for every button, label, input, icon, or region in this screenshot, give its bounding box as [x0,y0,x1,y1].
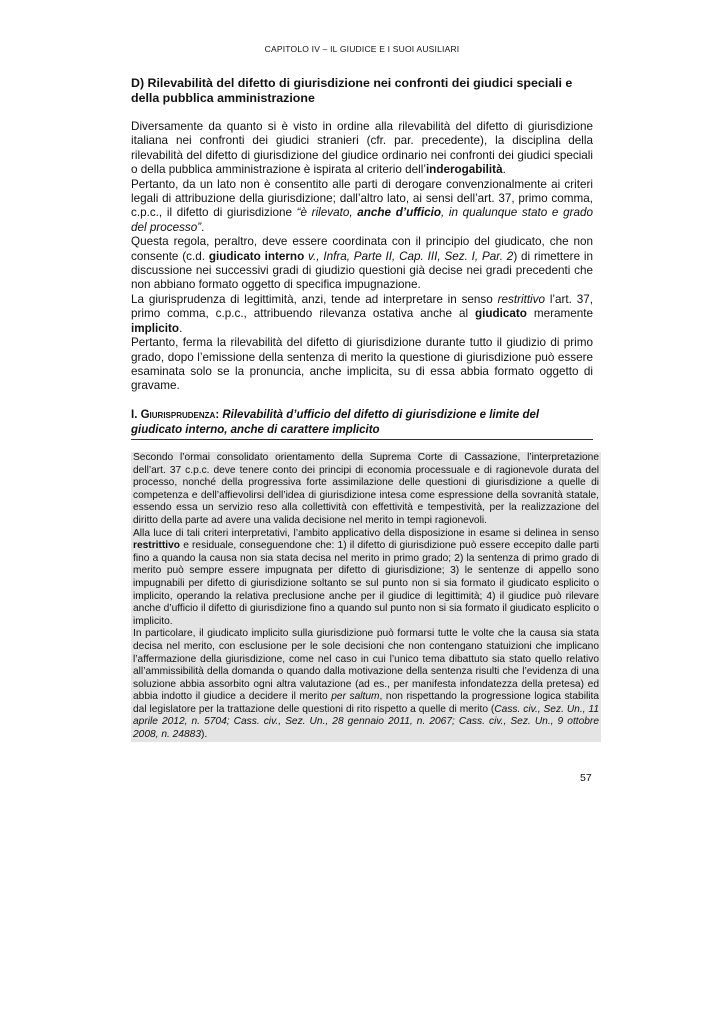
paragraph-3-text: Questa regola, peraltro, deve essere coordinata con il principio del giudicato, che non consente (c.d. [131,235,593,263]
paragraph-4-mid: l’art. 37, primo comma, c.p.c., attribuendo rilevanza ostativa anche al [131,292,593,321]
paragraph-4-text: La giurisprudenza di legittimità, anzi, tende ad interpretare in senso [131,292,498,306]
quote-start: “è rilevato, [296,206,358,220]
paragraph-4-mid-2: meramente [526,307,594,321]
box-paragraph-3-mid: , non rispettando la progressione logica stabilita dal legislatore per la trattazione delle questioni di rito rispetto a quelle di merito ( [133,691,600,715]
jurisprudence-subheading [131,408,593,440]
box-paragraph-3-end: ). [200,729,208,741]
paragraph-2-text: Pertanto, da un lato non è consentito alle parti di derogare convenzionalmente ai criteri legali di attribuzione della giurisdizione; dall’altro lato, ai sensi dell’art. 37, primo comma, c.p.c., il difetto di giurisdizione [131,177,593,220]
case-citations: Cass. civ., Sez. Un., 11 aprile 2012, n. 5704; Cass. civ., Sez. Un., 28 gennaio 2011, n. 2067; Cass. civ., Sez. Un., 9 ottobre 2008, n. 24883 [133,703,599,741]
cross-reference: v., Infra, Parte II, Cap. III, Sez. I, Par. 2 [304,249,514,263]
body-text [131,120,593,394]
giudicato-interno-term: giudicato interno [208,249,305,263]
anche-d-ufficio-term: anche d’ufficio [357,206,441,220]
subheading-title: Rilevabilità d’ufficio del difetto di giurisdizione e limite del giudicato interno, anche di carattere implicito [131,409,540,436]
subheading-colon: : [215,409,223,421]
paragraph-1 [131,120,593,178]
subheading-label: I. [131,409,141,421]
paragraph-2-end: . [201,220,205,234]
box-paragraph-3-text: In particolare, il giudicato implicito sulla giurisdizione può formarsi tutte le volte che la causa sia stata decisa nel merito, con esclusione per le sole decisioni che non contengano statuizioni che implicano l’affermazione della giurisdizione, come nel caso in cui l’unico tema dibattuto sia stato quello relativo all’ammissibilità della domanda o quando dalla motivazione della sentenza risulti che l’evidenza di una soluzione abbia assorbito ogni altra valutazione (ad es., per manifesta infondatezza della pretesa) ed abbia indotto il giudice a decidere il merito [133,628,599,703]
giudicato-term: giudicato [475,307,527,321]
paragraph-3 [131,235,593,293]
paragraph-1-text: Diversamente da quanto si è visto in ordine alla rilevabilità del difetto di giurisdizione italiana nei confronti dei giudici stranieri (cfr. par. precedente), la disciplina della rilevabilità del difetto di giurisdizione del giudice ordinario nei confronti dei giudici speciali o della pubblica amministrazione è ispirata al criterio dell’ [131,120,593,177]
per-saltum-term: per saltum [331,691,380,703]
section-title: D) Rilevabilità del difetto di giurisdizione nei confronti dei giudici speciali e della pubblica amministrazione [131,76,573,105]
box-paragraph-2 [133,528,599,629]
running-header: CAPITOLO IV – IL GIUDICE E I SUOI AUSILIARI [264,44,460,54]
paragraph-4-end: . [179,321,183,335]
paragraph-5: Pertanto, ferma la rilevabilità del difetto di giurisdizione durante tutto il giudizio di primo grado, dopo l’emissione della sentenza di merito la questione di giurisdizione può essere esaminata solo se la pronuncia, anche implicita, su di essa abbia formato oggetto di gravame. [131,336,593,393]
paragraph-1-end: . [502,163,506,177]
box-restrittivo-term: restrittivo [133,540,180,552]
box-paragraph-1: Secondo l’ormai consolidato orientamento della Suprema Corte di Cassazione, l’interpretazione dell’art. 37 c.p.c. deve tenere conto dei principi di economia processuale e di ragionevole durata del processo, nonché della progressiva forte assimilazione delle questioni di giurisdizione a quelle di competenza e dell’affievolirsi dell’idea di giurisdizione intesa come espressione della sovranità statale, essendo essa un servizio reso alla collettività con effettività e tempestività, per la realizzazione del diritto della parte ad avere una valida decisione nel merito in tempi ragionevoli. [133,452,599,526]
box-paragraph-2-text: Alla luce di tali criteri interpretativi, l’ambito applicativo della disposizione in esame si delinea in senso [133,527,599,539]
implicito-term: implicito [131,321,180,335]
quote-end: , in qualunque stato e grado del processo” [131,206,593,234]
paragraph-4 [131,293,593,336]
paragraph-3-end: ) di rimettere in discussione nei successivi gradi di giudizio questioni già decise nei gradi precedenti che non abbiano formato oggetto di specifica impugnazione. [131,249,593,292]
jurisprudence-box [131,452,601,742]
page-number: 57 [580,772,592,784]
paragraph-2 [131,178,593,236]
inderogabilita-term: inderogabilità [425,163,503,177]
box-paragraph-3 [133,628,599,741]
restrittivo-term: restrittivo [497,292,546,306]
subheading-small-caps: Giurisprudenza [140,409,216,421]
box-paragraph-2-rest: e residuale, conseguendone che: 1) il difetto di giurisdizione può essere eccepito dalle parti fino a quando la causa non sia stata decisa nel merito in primo grado; 2) la sentenza di primo grado di merito può sempre essere impugnata per difetto di giurisdizione; 3) le sentenze di appello sono impugnabili per difetto di giurisdizione soltanto se sul punto non si sia formato il giudicato esplicito o implicito, operando la relativa preclusione anche per il giudice di legittimità; 4) il giudice può rilevare anche d’ufficio il difetto di giurisdizione fino a quando sul punto non si sia formato il giudicato esplicito o implicito. [133,540,599,627]
